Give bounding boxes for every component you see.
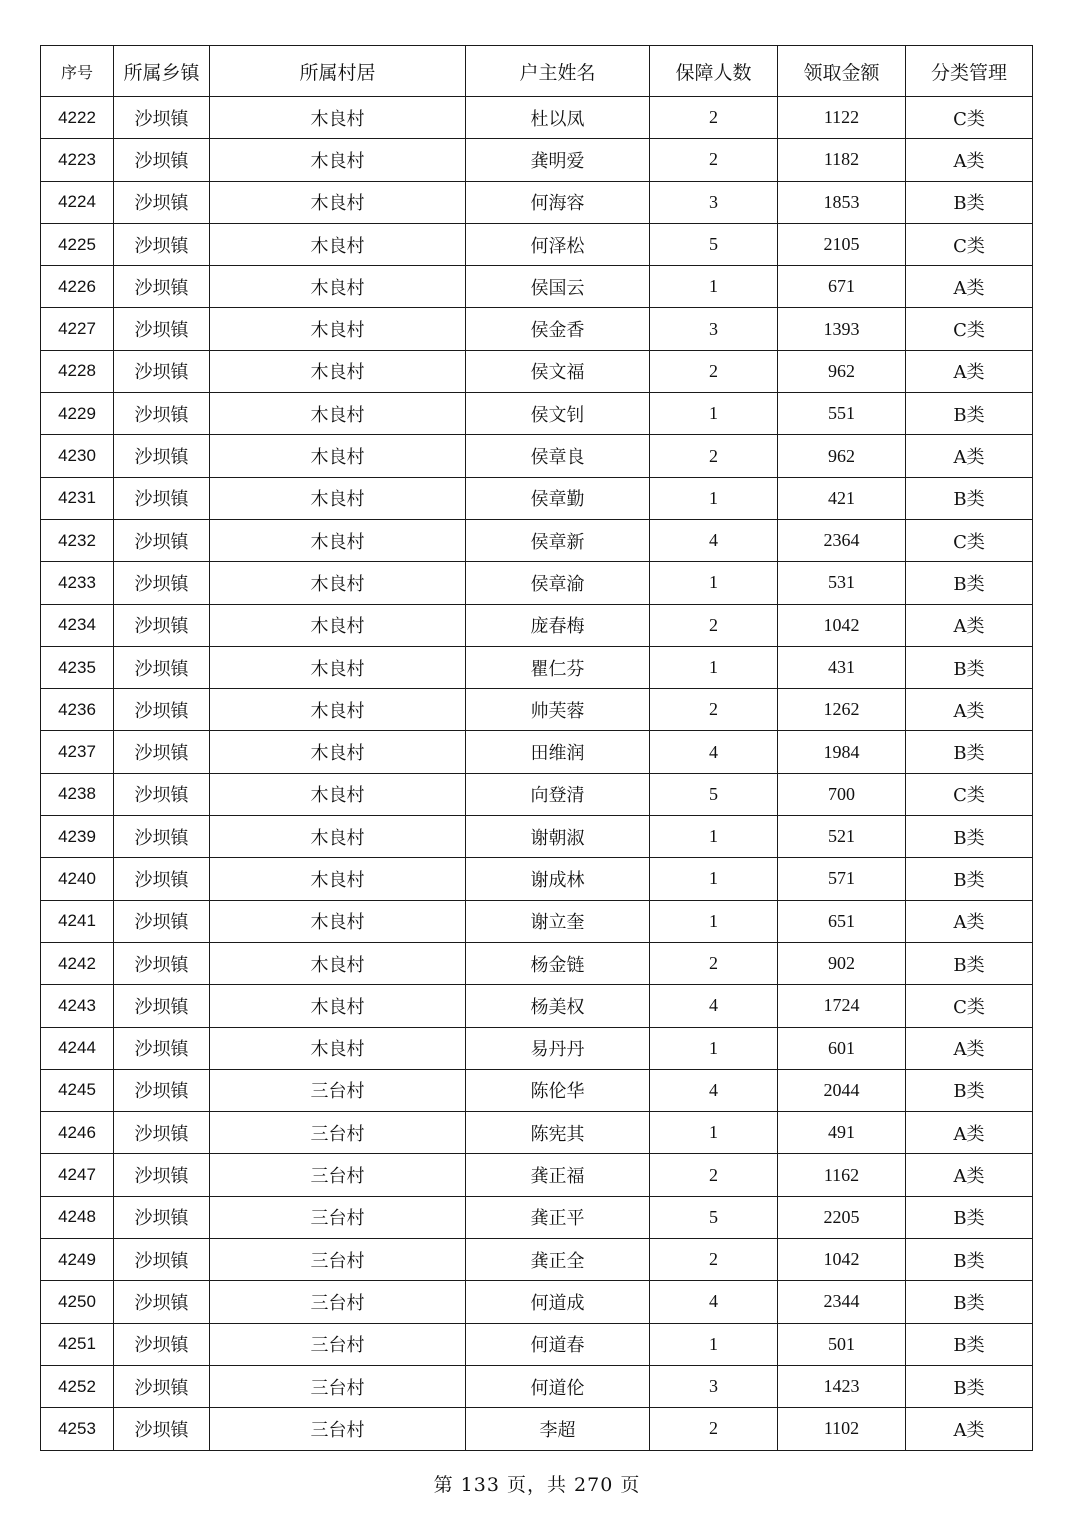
cell-seq: 4227	[41, 308, 114, 350]
cell-amount: 671	[778, 266, 906, 308]
cell-village: 木良村	[210, 350, 466, 392]
cell-seq: 4224	[41, 181, 114, 223]
header-head-name: 户主姓名	[466, 46, 650, 97]
cell-category: A类	[906, 1154, 1033, 1196]
cell-category: B类	[906, 1323, 1033, 1365]
cell-village: 木良村	[210, 900, 466, 942]
cell-amount: 1042	[778, 604, 906, 646]
page-footer: 第 133 页，共 270 页	[433, 1474, 641, 1496]
cell-seq: 4229	[41, 393, 114, 435]
table-row	[41, 900, 1033, 942]
cell-village: 三台村	[210, 1196, 466, 1238]
cell-town: 沙坝镇	[114, 1196, 210, 1238]
cell-amount: 2205	[778, 1196, 906, 1238]
cell-head-name: 侯章良	[466, 435, 650, 477]
cell-category: A类	[906, 1027, 1033, 1069]
table-row	[41, 1281, 1033, 1323]
cell-amount: 571	[778, 858, 906, 900]
cell-town: 沙坝镇	[114, 308, 210, 350]
cell-persons: 1	[650, 393, 778, 435]
cell-persons: 2	[650, 97, 778, 139]
cell-amount: 2344	[778, 1281, 906, 1323]
cell-amount: 2364	[778, 519, 906, 561]
cell-persons: 1	[650, 562, 778, 604]
header-seq: 序号	[41, 46, 114, 97]
cell-amount: 601	[778, 1027, 906, 1069]
cell-village: 三台村	[210, 1069, 466, 1111]
cell-category: C类	[906, 773, 1033, 815]
cell-town: 沙坝镇	[114, 689, 210, 731]
cell-head-name: 谢成林	[466, 858, 650, 900]
cell-village: 木良村	[210, 97, 466, 139]
cell-town: 沙坝镇	[114, 1323, 210, 1365]
table-row	[41, 858, 1033, 900]
cell-village: 木良村	[210, 1027, 466, 1069]
cell-category: B类	[906, 942, 1033, 984]
cell-amount: 1102	[778, 1408, 906, 1450]
cell-persons: 1	[650, 816, 778, 858]
cell-head-name: 何泽松	[466, 223, 650, 265]
cell-persons: 5	[650, 1196, 778, 1238]
cell-persons: 2	[650, 1408, 778, 1450]
cell-town: 沙坝镇	[114, 731, 210, 773]
cell-town: 沙坝镇	[114, 942, 210, 984]
cell-village: 三台村	[210, 1323, 466, 1365]
cell-category: A类	[906, 350, 1033, 392]
cell-town: 沙坝镇	[114, 1365, 210, 1407]
table-row	[41, 139, 1033, 181]
cell-seq: 4252	[41, 1365, 114, 1407]
cell-head-name: 侯文钊	[466, 393, 650, 435]
cell-persons: 2	[650, 604, 778, 646]
cell-amount: 1393	[778, 308, 906, 350]
cell-persons: 1	[650, 1027, 778, 1069]
cell-amount: 1182	[778, 139, 906, 181]
cell-head-name: 陈伦华	[466, 1069, 650, 1111]
cell-seq: 4235	[41, 646, 114, 688]
cell-amount: 1423	[778, 1365, 906, 1407]
cell-seq: 4249	[41, 1239, 114, 1281]
cell-head-name: 侯章渝	[466, 562, 650, 604]
cell-town: 沙坝镇	[114, 393, 210, 435]
cell-village: 木良村	[210, 942, 466, 984]
cell-persons: 1	[650, 266, 778, 308]
cell-seq: 4248	[41, 1196, 114, 1238]
cell-head-name: 侯国云	[466, 266, 650, 308]
cell-head-name: 侯文福	[466, 350, 650, 392]
cell-persons: 2	[650, 350, 778, 392]
cell-category: B类	[906, 731, 1033, 773]
table-row	[41, 266, 1033, 308]
cell-category: B类	[906, 393, 1033, 435]
cell-seq: 4240	[41, 858, 114, 900]
cell-town: 沙坝镇	[114, 519, 210, 561]
cell-category: A类	[906, 139, 1033, 181]
header-persons: 保障人数	[650, 46, 778, 97]
cell-seq: 4253	[41, 1408, 114, 1450]
cell-town: 沙坝镇	[114, 1112, 210, 1154]
cell-seq: 4233	[41, 562, 114, 604]
cell-town: 沙坝镇	[114, 1027, 210, 1069]
cell-village: 木良村	[210, 731, 466, 773]
cell-seq: 4225	[41, 223, 114, 265]
cell-seq: 4245	[41, 1069, 114, 1111]
cell-town: 沙坝镇	[114, 562, 210, 604]
cell-amount: 902	[778, 942, 906, 984]
cell-head-name: 龚明爱	[466, 139, 650, 181]
cell-town: 沙坝镇	[114, 816, 210, 858]
cell-village: 木良村	[210, 477, 466, 519]
cell-seq: 4236	[41, 689, 114, 731]
cell-persons: 2	[650, 689, 778, 731]
cell-amount: 2044	[778, 1069, 906, 1111]
cell-head-name: 龚正全	[466, 1239, 650, 1281]
cell-persons: 1	[650, 1112, 778, 1154]
table-row	[41, 1027, 1033, 1069]
cell-village: 木良村	[210, 519, 466, 561]
cell-village: 木良村	[210, 181, 466, 223]
cell-town: 沙坝镇	[114, 435, 210, 477]
table-row	[41, 477, 1033, 519]
cell-head-name: 侯章勤	[466, 477, 650, 519]
table-row	[41, 985, 1033, 1027]
cell-category: B类	[906, 1069, 1033, 1111]
cell-village: 木良村	[210, 308, 466, 350]
cell-town: 沙坝镇	[114, 97, 210, 139]
table-row	[41, 519, 1033, 561]
cell-village: 三台村	[210, 1112, 466, 1154]
cell-category: B类	[906, 1239, 1033, 1281]
cell-amount: 1262	[778, 689, 906, 731]
cell-head-name: 陈宪其	[466, 1112, 650, 1154]
cell-category: C类	[906, 97, 1033, 139]
cell-category: A类	[906, 266, 1033, 308]
cell-persons: 2	[650, 1154, 778, 1196]
cell-amount: 421	[778, 477, 906, 519]
cell-town: 沙坝镇	[114, 1154, 210, 1196]
table-row	[41, 562, 1033, 604]
cell-head-name: 杨金链	[466, 942, 650, 984]
table-row	[41, 1408, 1033, 1450]
cell-amount: 962	[778, 435, 906, 477]
cell-persons: 5	[650, 773, 778, 815]
cell-head-name: 何道春	[466, 1323, 650, 1365]
table-row	[41, 308, 1033, 350]
cell-category: B类	[906, 477, 1033, 519]
cell-seq: 4239	[41, 816, 114, 858]
cell-category: A类	[906, 435, 1033, 477]
cell-town: 沙坝镇	[114, 139, 210, 181]
cell-seq: 4247	[41, 1154, 114, 1196]
cell-persons: 4	[650, 1281, 778, 1323]
cell-amount: 491	[778, 1112, 906, 1154]
table-row	[41, 1154, 1033, 1196]
cell-head-name: 帅芙蓉	[466, 689, 650, 731]
cell-village: 木良村	[210, 435, 466, 477]
table-row	[41, 942, 1033, 984]
cell-category: B类	[906, 816, 1033, 858]
cell-persons: 1	[650, 900, 778, 942]
cell-amount: 521	[778, 816, 906, 858]
cell-head-name: 易丹丹	[466, 1027, 650, 1069]
cell-amount: 1122	[778, 97, 906, 139]
cell-seq: 4234	[41, 604, 114, 646]
cell-head-name: 庞春梅	[466, 604, 650, 646]
table-row	[41, 816, 1033, 858]
cell-village: 三台村	[210, 1281, 466, 1323]
cell-head-name: 侯章新	[466, 519, 650, 561]
cell-category: B类	[906, 1365, 1033, 1407]
cell-head-name: 向登清	[466, 773, 650, 815]
cell-town: 沙坝镇	[114, 646, 210, 688]
cell-seq: 4238	[41, 773, 114, 815]
cell-amount: 431	[778, 646, 906, 688]
cell-persons: 2	[650, 1239, 778, 1281]
cell-seq: 4246	[41, 1112, 114, 1154]
cell-amount: 1724	[778, 985, 906, 1027]
header-amount: 领取金额	[778, 46, 906, 97]
cell-persons: 4	[650, 985, 778, 1027]
cell-category: B类	[906, 1196, 1033, 1238]
cell-amount: 531	[778, 562, 906, 604]
cell-town: 沙坝镇	[114, 858, 210, 900]
cell-category: B类	[906, 646, 1033, 688]
cell-seq: 4250	[41, 1281, 114, 1323]
cell-seq: 4244	[41, 1027, 114, 1069]
table-row	[41, 181, 1033, 223]
cell-category: A类	[906, 604, 1033, 646]
cell-village: 木良村	[210, 689, 466, 731]
table-row	[41, 773, 1033, 815]
cell-amount: 1984	[778, 731, 906, 773]
cell-village: 木良村	[210, 604, 466, 646]
cell-persons: 1	[650, 477, 778, 519]
cell-category: A类	[906, 689, 1033, 731]
cell-head-name: 田维润	[466, 731, 650, 773]
cell-town: 沙坝镇	[114, 477, 210, 519]
cell-village: 三台村	[210, 1239, 466, 1281]
cell-head-name: 龚正平	[466, 1196, 650, 1238]
cell-seq: 4231	[41, 477, 114, 519]
table-row	[41, 350, 1033, 392]
cell-village: 三台村	[210, 1154, 466, 1196]
cell-amount: 551	[778, 393, 906, 435]
cell-amount: 962	[778, 350, 906, 392]
cell-head-name: 李超	[466, 1408, 650, 1450]
cell-persons: 4	[650, 731, 778, 773]
cell-head-name: 谢立奎	[466, 900, 650, 942]
cell-head-name: 侯金香	[466, 308, 650, 350]
cell-town: 沙坝镇	[114, 1408, 210, 1450]
cell-seq: 4241	[41, 900, 114, 942]
table-body	[41, 97, 1033, 1451]
cell-persons: 2	[650, 435, 778, 477]
header-village: 所属村居	[210, 46, 466, 97]
cell-town: 沙坝镇	[114, 1069, 210, 1111]
cell-seq: 4230	[41, 435, 114, 477]
table-row	[41, 1323, 1033, 1365]
cell-persons: 4	[650, 519, 778, 561]
table-row	[41, 646, 1033, 688]
cell-town: 沙坝镇	[114, 350, 210, 392]
cell-amount: 501	[778, 1323, 906, 1365]
cell-seq: 4226	[41, 266, 114, 308]
cell-persons: 1	[650, 858, 778, 900]
cell-town: 沙坝镇	[114, 900, 210, 942]
cell-town: 沙坝镇	[114, 181, 210, 223]
cell-head-name: 何道伦	[466, 1365, 650, 1407]
cell-persons: 5	[650, 223, 778, 265]
table-row	[41, 1239, 1033, 1281]
table-row	[41, 731, 1033, 773]
cell-category: C类	[906, 985, 1033, 1027]
cell-amount: 700	[778, 773, 906, 815]
table-row	[41, 223, 1033, 265]
cell-village: 木良村	[210, 393, 466, 435]
cell-village: 三台村	[210, 1408, 466, 1450]
cell-seq: 4232	[41, 519, 114, 561]
cell-persons: 4	[650, 1069, 778, 1111]
cell-amount: 2105	[778, 223, 906, 265]
table-row	[41, 393, 1033, 435]
cell-head-name: 瞿仁芬	[466, 646, 650, 688]
cell-persons: 2	[650, 942, 778, 984]
cell-amount: 1162	[778, 1154, 906, 1196]
table-row	[41, 1196, 1033, 1238]
cell-town: 沙坝镇	[114, 266, 210, 308]
table-row	[41, 1365, 1033, 1407]
cell-category: B类	[906, 1281, 1033, 1323]
cell-village: 木良村	[210, 816, 466, 858]
cell-village: 木良村	[210, 139, 466, 181]
cell-category: A类	[906, 1112, 1033, 1154]
table-row	[41, 1069, 1033, 1111]
table-row	[41, 97, 1033, 139]
cell-head-name: 何道成	[466, 1281, 650, 1323]
cell-seq: 4223	[41, 139, 114, 181]
table-header-row	[41, 46, 1033, 97]
cell-seq: 4243	[41, 985, 114, 1027]
cell-town: 沙坝镇	[114, 1239, 210, 1281]
cell-persons: 3	[650, 308, 778, 350]
cell-category: C类	[906, 308, 1033, 350]
cell-category: B类	[906, 181, 1033, 223]
cell-village: 木良村	[210, 985, 466, 1027]
cell-head-name: 杨美权	[466, 985, 650, 1027]
cell-town: 沙坝镇	[114, 604, 210, 646]
cell-amount: 1042	[778, 1239, 906, 1281]
cell-village: 木良村	[210, 223, 466, 265]
cell-category: C类	[906, 519, 1033, 561]
table-row	[41, 435, 1033, 477]
cell-seq: 4222	[41, 97, 114, 139]
cell-head-name: 何海容	[466, 181, 650, 223]
cell-seq: 4242	[41, 942, 114, 984]
header-category: 分类管理	[906, 46, 1033, 97]
cell-amount: 1853	[778, 181, 906, 223]
cell-town: 沙坝镇	[114, 1281, 210, 1323]
table-row	[41, 604, 1033, 646]
cell-seq: 4251	[41, 1323, 114, 1365]
cell-persons: 2	[650, 139, 778, 181]
cell-category: C类	[906, 223, 1033, 265]
cell-persons: 3	[650, 1365, 778, 1407]
header-town: 所属乡镇	[114, 46, 210, 97]
cell-town: 沙坝镇	[114, 223, 210, 265]
cell-persons: 1	[650, 1323, 778, 1365]
cell-amount: 651	[778, 900, 906, 942]
cell-persons: 1	[650, 646, 778, 688]
cell-head-name: 谢朝淑	[466, 816, 650, 858]
cell-category: A类	[906, 1408, 1033, 1450]
cell-persons: 3	[650, 181, 778, 223]
cell-head-name: 龚正福	[466, 1154, 650, 1196]
cell-category: B类	[906, 858, 1033, 900]
cell-village: 木良村	[210, 646, 466, 688]
table-row	[41, 689, 1033, 731]
cell-seq: 4228	[41, 350, 114, 392]
assistance-roster-table	[40, 45, 1033, 1451]
cell-village: 木良村	[210, 562, 466, 604]
cell-village: 木良村	[210, 858, 466, 900]
cell-category: B类	[906, 562, 1033, 604]
cell-village: 木良村	[210, 266, 466, 308]
cell-category: A类	[906, 900, 1033, 942]
table-row	[41, 1112, 1033, 1154]
cell-town: 沙坝镇	[114, 985, 210, 1027]
cell-seq: 4237	[41, 731, 114, 773]
cell-town: 沙坝镇	[114, 773, 210, 815]
cell-head-name: 杜以凤	[466, 97, 650, 139]
cell-village: 木良村	[210, 773, 466, 815]
cell-village: 三台村	[210, 1365, 466, 1407]
